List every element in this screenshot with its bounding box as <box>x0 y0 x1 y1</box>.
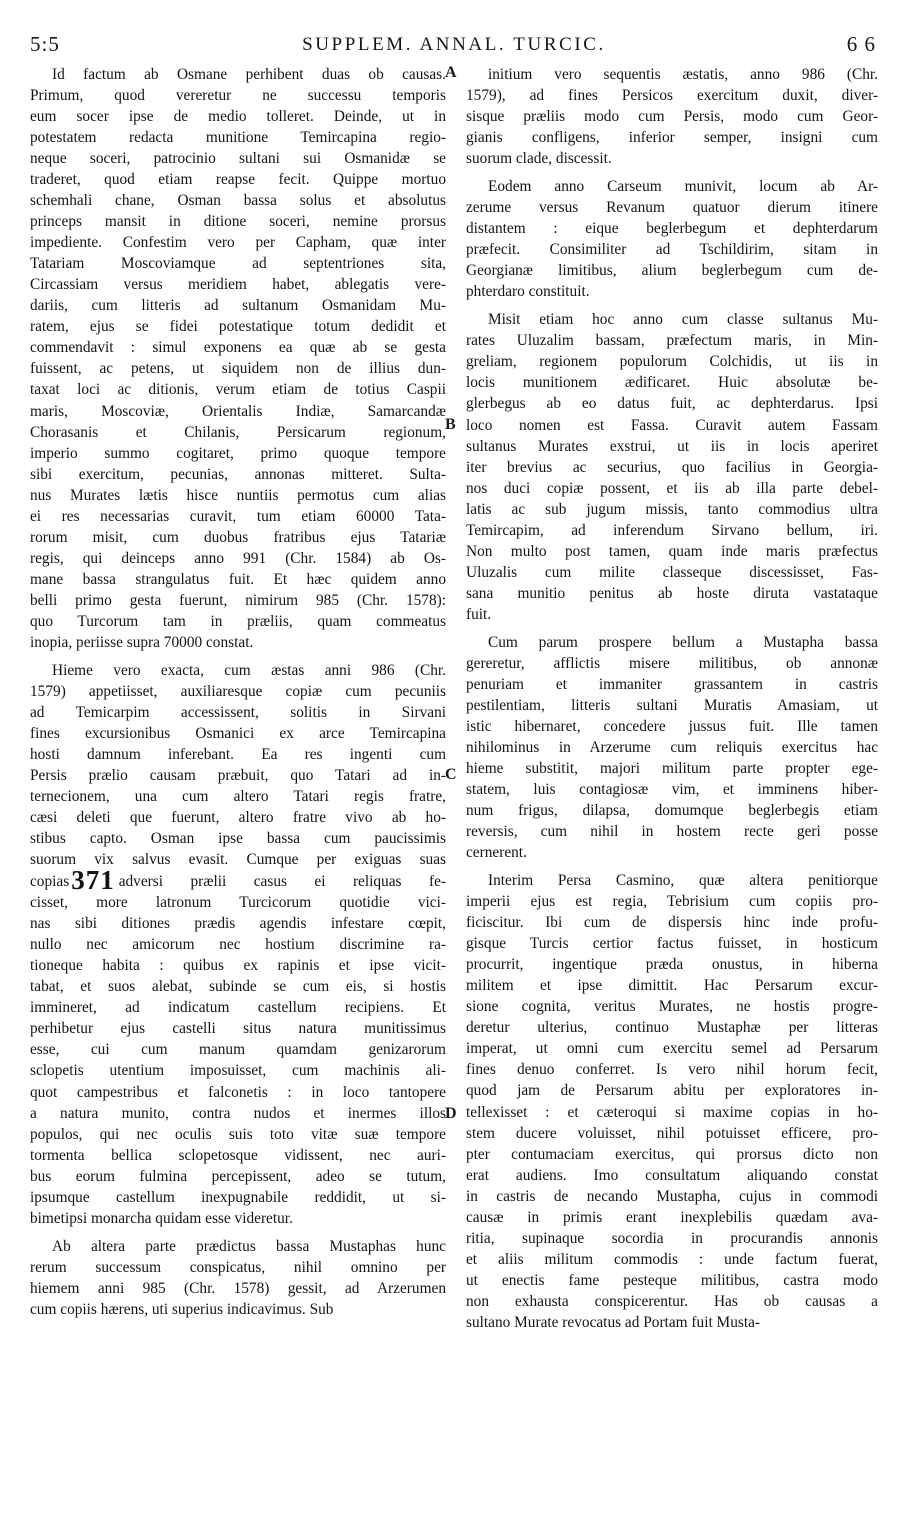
margin-letter-d: D <box>445 1105 457 1122</box>
text-line: ad Temicarpim accessissent, solitis in Sirvani <box>30 703 446 721</box>
text-line: non exhausta conspicerentur. Has ob causas a <box>466 1292 878 1310</box>
text-line: fuissent, ac petens, ut siquidem non de illius dun- <box>30 360 446 378</box>
text-line: a natura munito, contra nudos et inermes illos <box>30 1104 446 1122</box>
text-line: zerume versus Revanum quatuor dierum itinere <box>466 199 878 217</box>
text-line: ipsumque castellum inexpugnabile reddidit, ut si- <box>30 1188 446 1206</box>
left-column-paragraph <box>30 64 446 653</box>
text-line: stibus capto. Osman ipse bassa cum paucissimis <box>30 830 446 848</box>
text-line: copias371 adversi prælii casus ei reliquas fe- <box>30 870 446 893</box>
text-line: Non multo post tamen, quam inde maris præfectus <box>466 542 878 560</box>
text-line: et aliis militum commodis : unde factum fuerat, <box>466 1250 878 1268</box>
text-line: populos, qui nec oculis suis toto vitæ suæ tempore <box>30 1125 446 1143</box>
text-line: rates Uluzalim bassam, præfectum maris, in Min- <box>466 332 878 350</box>
column-number-mark: 371 <box>71 870 115 893</box>
text-line: hieme substitit, majori militum parte propter ege- <box>466 760 878 777</box>
text-line: princeps mansit in ditione soceri, nemine prorsus <box>30 213 446 231</box>
text-line: sana munitio penitus ab hoste diruta vastataque <box>466 584 878 602</box>
text-line: sultanus Murates exstrui, ut iis in locis aperiret <box>466 437 878 455</box>
text-line: sclopetis utentium imposuisset, cum machinis ali- <box>30 1062 446 1080</box>
text-line: fines denuo conferret. Is vero nihil horum fecit, <box>466 1061 878 1079</box>
text-line: 1579) appetiisset, auxiliaresque copiæ cum pecuniis <box>30 682 446 700</box>
text-line: Eodem anno Carseum munivit, locum ab Ar- <box>488 178 878 196</box>
right-column-paragraph <box>466 309 878 624</box>
text-line: distantem : eique beglerbegum et dephterdarum <box>466 220 878 238</box>
text-line: perhibetur ejus castelli situs natura munitissimus <box>30 1020 446 1038</box>
text-line: nus Murates lætis hisce nuntiis permotus cum alias <box>30 486 446 504</box>
text-line: nos duci copiæ possent, et iis ab illa parte debel- <box>466 479 878 497</box>
text-line: ut enectis fame pesteque militibus, castra modo <box>466 1271 878 1289</box>
text-line: reversis, cum nihil in hostem recte geri posse <box>466 823 878 841</box>
text-line: nihilominus in Arzerume cum reliquis exercitus hac <box>466 738 878 756</box>
margin-letter-a: A <box>445 64 457 81</box>
paragraph-gap <box>466 302 878 309</box>
text-line: cernerent. <box>466 844 527 862</box>
right-page-number: 6 6 <box>846 32 876 56</box>
text-line: imperat, ut omni cum exercitu semel ad Persarum <box>466 1040 878 1058</box>
text-line: impediente. Confestim vero per Capham, quæ inter <box>30 234 446 252</box>
text-line: imperio summo cogitaret, primo quoque tempore <box>30 444 446 462</box>
text-line: pestilentiam, litteris sultani Muratis Amasiam, ut <box>466 696 878 714</box>
text-line: initium vero sequentis æstatis, anno 986 (Chr. <box>488 66 878 83</box>
paragraph-gap <box>30 653 446 660</box>
text-line: Circassiam versus meridiem habet, ablegatis vere- <box>30 276 446 294</box>
text-line: bimetipsi monarcha quidam esse videretur. <box>30 1209 293 1227</box>
text-line: Temircapim, ad inferendum Sirvano bellum, iri. <box>466 521 878 539</box>
text-line: sibi exercitum, pecunias, annonas mitteret. Sulta- <box>30 465 446 483</box>
text-line: tormenta bellica sclopetosque vidissent, nec auri- <box>30 1146 446 1164</box>
text-line: mane bassa strangulatus fuit. Et hæc quidem anno <box>30 570 446 588</box>
running-title: SUPPLEM. ANNAL. TURCIC. <box>302 34 606 55</box>
text-line: rerum successum conspicatus, nihil omnino per <box>30 1258 446 1276</box>
text-line: istic hibernaret, concedere jussus fuit. Ille tamen <box>466 717 878 735</box>
text-line: cum copiis hærens, uti superius indicavimus. Sub <box>30 1300 334 1318</box>
text-line: tioneque habita : quibus ex rapinis et ipse vicit- <box>30 957 446 975</box>
left-column-paragraph <box>30 660 446 1229</box>
text-line: præfecit. Consimiliter ad Tschildirim, sitam in <box>466 241 878 259</box>
paragraph-gap <box>466 863 878 870</box>
text-line: locis munitionem ædificaret. Huic absolutæ be- <box>466 374 878 392</box>
text-line: penuriam et immaniter grassantem in castris <box>466 675 878 693</box>
margin-letter-c: C <box>445 766 457 783</box>
text-line: nas sibi ditiones prædis agendis infestare cœpit, <box>30 915 446 933</box>
text-line: pter contumaciam exercitus, qui prorsus dicto non <box>466 1145 878 1163</box>
text-line: belli primo gesta fuerunt, nimirum 985 (Chr. 1578): <box>30 591 446 609</box>
text-line: glerbegus ab eo datus fuit, ac dephterdarus. Ipsi <box>466 395 878 413</box>
text-line: Uluzalis cum milite classeque discessisset, Fas- <box>466 563 878 581</box>
paragraph-gap <box>466 625 878 632</box>
text-line: ficiscitur. Ibi cum de dispersis hinc inde profu- <box>466 914 878 932</box>
text-line: Chorasanis et Chilanis, Persicarum regionum, <box>30 423 446 441</box>
text-line: esse, cui cum manum quamdam genizarorum <box>30 1041 446 1059</box>
text-line: gisque Turcis certior factus fuisset, in hosticum <box>466 935 878 953</box>
text-line: ei res necessarias curavit, tum etiam 60000 Tata- <box>30 507 446 525</box>
text-line: tabat, et suos alebat, subinde se cum eis, si hostis <box>30 978 446 996</box>
text-line: deretur ulterius, continuo Mustaphæ per litteras <box>466 1019 878 1037</box>
text-line: potestatem redacta munitione Temircapina regio- <box>30 129 446 147</box>
page-header <box>0 32 908 62</box>
text-line: Cum parum prospere bellum a Mustapha bassa <box>488 633 878 651</box>
text-line: causæ in primis erant inexplebilis quædam ava- <box>466 1208 878 1226</box>
text-line: suorum clade, discessit. <box>466 150 612 168</box>
text-line: schemhali chane, Osman bassa solus et absolutus <box>30 192 446 210</box>
right-column-paragraph <box>466 176 878 302</box>
text-line: procurrit, ingentique præda onustus, in hiberna <box>466 956 878 974</box>
text-line: taxat loci ac ditionis, verum etiam de totius Caspii <box>30 381 446 399</box>
text-line: Ab altera parte prædictus bassa Mustaphas hunc <box>52 1237 446 1255</box>
text-line: greliam, regionem populorum Colchidis, ut iis in <box>466 353 878 371</box>
text-line: stem ducere voluisset, nihil potuisset efficere, pro- <box>466 1124 878 1142</box>
text-line: Georgianæ limitibus, alium beglerbegum cum de- <box>466 262 878 280</box>
paragraph-gap <box>30 1229 446 1236</box>
text-line: hiemem anni 985 (Chr. 1578) gessit, ad Arzerumen <box>30 1279 446 1297</box>
text-line: Interim Persa Casmino, quæ altera penitiorque <box>488 872 878 890</box>
text-line: gianis confligens, inferior semper, insigni cum <box>466 129 878 147</box>
text-line: sione cognita, veritus Murates, ne hostis progre- <box>466 998 878 1016</box>
text-line: sultano Murate revocatus ad Portam fuit Musta- <box>466 1313 761 1331</box>
text-line: statem, luis contagiosæ vim, et imminens hiber- <box>466 781 878 799</box>
text-line: num frigus, dilapsa, domumque beglerbegis etiam <box>466 802 878 820</box>
text-line: ritia, supinaque socordia in procurandis annonis <box>466 1229 878 1247</box>
text-line: imperii ejus est regia, Tebrisium cum copiis pro- <box>466 893 878 911</box>
text-line: suorum vix salvus evasit. Cumque per exiguas suas <box>30 851 446 869</box>
text-line: iter brevius ac securius, quo facilius in Georgia- <box>466 458 878 476</box>
text-line: quo Turcorum tam in præliis, quam commeatus <box>30 612 446 630</box>
left-column-paragraph <box>30 1236 446 1320</box>
text-line: nullo nec amicorum nec hostium discrimine ra- <box>30 936 446 954</box>
right-column-paragraph <box>466 870 878 1333</box>
text-line: gereretur, afflictis misere militibus, ob annonæ <box>466 654 878 672</box>
text-line: tellexisset : et cæteroqui si maxime copias in ho- <box>466 1103 878 1121</box>
text-line: militem et ipse dimittit. Hac Persarum excur- <box>466 977 878 995</box>
right-column-paragraph <box>466 632 878 863</box>
text-line: maris, Moscoviæ, Orientalis Indiæ, Samarcandæ <box>30 402 446 420</box>
text-line: hosti damnum inferebant. Ea res ingenti cum <box>30 746 446 763</box>
text-line: ratem, ejus se fidei potestatique totum dedidit et <box>30 318 446 336</box>
text-line: dariis, cum litteris ad sultanum Osmanidam Mu- <box>30 297 446 315</box>
text-line: ternecionem, una cum altero Tatari regis fratre, <box>30 788 446 806</box>
text-line: regis, qui deinceps anno 991 (Chr. 1584) ab Os- <box>30 549 446 567</box>
text-line: bus eorum fulmina percepissent, adeo se tutum, <box>30 1167 446 1185</box>
left-column <box>30 64 446 1320</box>
text-line: cisset, more latronum Turcicorum quotidie vici- <box>30 894 446 912</box>
margin-letter-b: B <box>445 416 456 433</box>
text-line: quod jam de Persarum abitu per exploratores in- <box>466 1082 878 1100</box>
text-line: Hieme vero exacta, cum æstas anni 986 (Chr. <box>52 661 446 679</box>
text-line: in castris de necando Mustapha, cujus in commodi <box>466 1187 878 1205</box>
text-line: Tatariam Moscoviamque ad septentriones sita, <box>30 255 446 273</box>
right-column <box>466 64 878 1333</box>
text-line: 1579), ad fines Persicos exercitum duxit, diver- <box>466 87 878 105</box>
text-line: commendavit : simul exponens ea quæ ab se gesta <box>30 339 446 357</box>
text-line: Misit etiam hoc anno cum classe sultanus Mu- <box>488 311 878 329</box>
text-line: Primum, quod vereretur ne successu temporis <box>30 87 446 105</box>
text-line: loco nomen est Fassa. Curavit autem Fassam <box>466 416 878 434</box>
text-line: phterdaro constituit. <box>466 283 590 301</box>
text-line: traderet, quod etiam reapse fecit. Quippe mortuo <box>30 171 446 189</box>
text-line: fines excursionibus Osmanici ex arce Temircapina <box>30 724 446 742</box>
text-line: Id factum ab Osmane perhibent duas ob causas. <box>52 66 446 83</box>
text-line: cæsi deleti que fuerunt, altero fratre vivo ab ho- <box>30 809 446 827</box>
text-line: quot campestribus et falconetis : in loco tantopere <box>30 1083 446 1101</box>
left-page-number: 5:5 <box>30 32 60 56</box>
text-line: sisque præliis modo cum Persis, modo cum Geor- <box>466 108 878 126</box>
text-line: eum socer ipse de medio tolleret. Deinde, ut in <box>30 108 446 126</box>
text-line: inopia, periisse supra 70000 constat. <box>30 633 254 651</box>
text-line: immineret, ad indicatum castellum recipiens. Et <box>30 999 446 1017</box>
paragraph-gap <box>466 169 878 176</box>
text-line: fuit. <box>466 605 492 623</box>
right-column-paragraph <box>466 64 878 169</box>
text-line: rorum misit, cum duobus fratribus ejus Tatariæ <box>30 528 446 546</box>
text-line: neque soceri, patrocinio sultani sui Osmanidæ se <box>30 150 446 168</box>
text-line: latis ac sub jugum missis, tanto commodius ultra <box>466 500 878 518</box>
text-line: Persis prælio causam præbuit, quo Tatari ad in- <box>30 767 446 785</box>
text-line: erat audiens. Imo consultatum aliquando constat <box>466 1166 878 1184</box>
